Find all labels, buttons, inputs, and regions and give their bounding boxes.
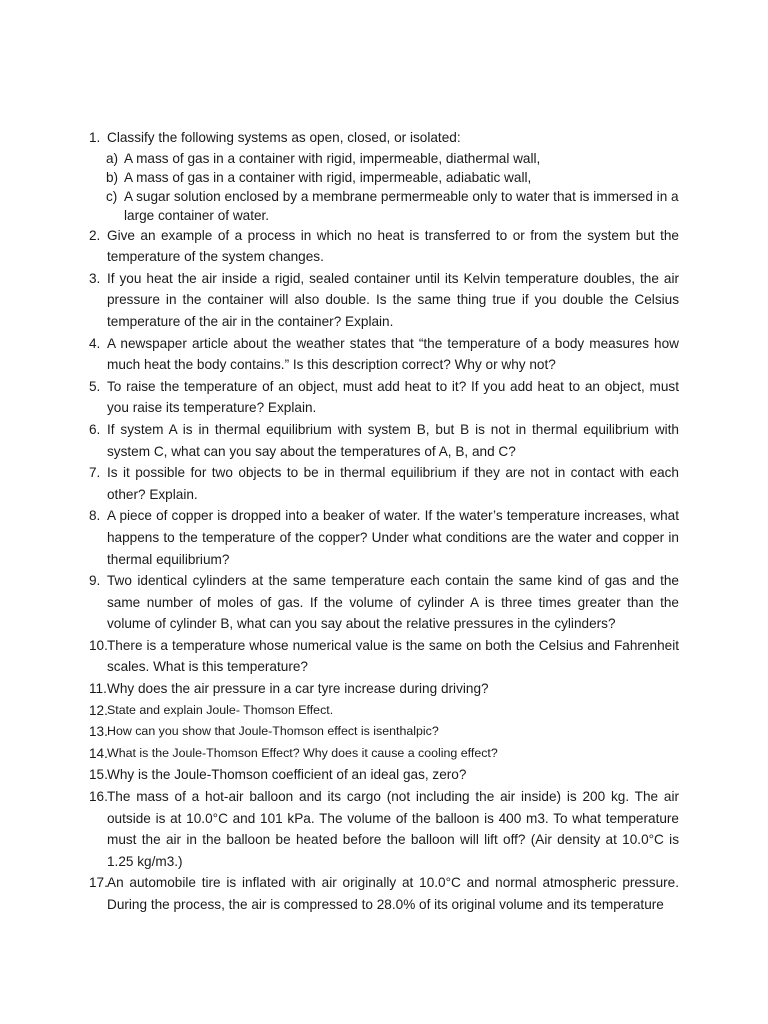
question-15	[0, 764, 768, 786]
question-text: The mass of a hot-air balloon and its cargo (not including the air inside) is 200 kg. The air outside is at 10.0°C and 101 kPa. The volume of the balloon is 400 m3. To what temperature must the air in the balloon be heated before the balloon will lift off? (Air density at 10.0°C is 1.25 kg/m3.)	[107, 789, 679, 869]
question-10	[0, 635, 768, 678]
question-17	[0, 872, 768, 915]
question-number: 11.	[89, 681, 107, 697]
question-list	[0, 127, 768, 916]
question-number: 6.	[89, 421, 101, 437]
question-text: There is a temperature whose numerical value is the same on both the Celsius and Fahrenheit scales. What is this temperature?	[107, 637, 679, 675]
question-number: 9.	[89, 573, 101, 589]
question-number: 17.	[89, 875, 108, 891]
question-number: 15.	[89, 767, 108, 783]
question-4	[0, 333, 768, 376]
question-number: 16.	[89, 789, 108, 805]
question-1-option-b	[0, 168, 768, 187]
question-14	[0, 743, 768, 765]
question-text: How can you show that Joule-Thomson effect is isenthalpic?	[107, 724, 439, 739]
question-number: 10.	[89, 637, 108, 653]
question-text: Is it possible for two objects to be in thermal equilibrium if they are not in contact with each other? Explain.	[107, 465, 679, 502]
question-text: To raise the temperature of an object, must add heat to it? If you add heat to an object, must you raise its temperature? Explain.	[107, 378, 679, 416]
option-text: A mass of gas in a container with rigid, impermeable, adiabatic wall,	[124, 169, 532, 185]
question-text: If you heat the air inside a rigid, sealed container until its Kelvin temperature doubles, the air pressure in the container will also double. Is the same thing true if you double the Celsius temperature of the air in the container? Explain.	[107, 270, 679, 329]
option-label: c)	[106, 188, 118, 204]
question-2	[0, 225, 768, 268]
question-1	[0, 127, 768, 149]
question-7	[0, 462, 768, 505]
question-text: What is the Joule-Thomson Effect? Why does it cause a cooling effect?	[107, 745, 498, 760]
question-number: 8.	[89, 508, 101, 524]
question-text: If system A is in thermal equilibrium with system B, but B is not in thermal equilibrium with system C, what can you say about the temperatures of A, B, and C?	[107, 421, 679, 459]
question-3	[0, 268, 768, 333]
question-text: Two identical cylinders at the same temperature each contain the same kind of gas and the same number of moles of gas. If the volume of cylinder A is three times greater than the volume of cylinder B, what can you say about the relative pressures in the cylinders?	[107, 573, 679, 632]
option-text: A mass of gas in a container with rigid, impermeable, diathermal wall,	[124, 150, 541, 166]
question-text: Why is the Joule-Thomson coefficient of an ideal gas, zero?	[107, 767, 467, 783]
question-text: State and explain Joule- Thomson Effect.	[107, 702, 334, 717]
question-text: An automobile tire is inflated with air originally at 10.0°C and normal atmospheric pressure. During the process, the air is compressed to 28.0% of its original volume and its temperature	[107, 875, 679, 912]
question-13	[0, 721, 768, 743]
question-11	[0, 678, 768, 700]
question-number: 12.	[89, 702, 108, 718]
question-text: A newspaper article about the weather states that “the temperature of a body measures how much heat the body contains.” Is this description correct? Why or why not?	[107, 335, 679, 373]
question-number: 5.	[89, 378, 101, 394]
question-number: 1.	[89, 130, 101, 145]
question-number: 3.	[89, 270, 101, 286]
question-1-option-a	[0, 149, 768, 168]
question-16	[0, 786, 768, 872]
question-number: 4.	[89, 335, 101, 351]
question-8	[0, 505, 768, 570]
question-1-option-c	[0, 187, 768, 225]
question-number: 2.	[89, 227, 101, 243]
question-text: Give an example of a process in which no heat is transferred to or from the system but the temperature of the system changes.	[107, 227, 679, 265]
question-9	[0, 570, 768, 635]
question-number: 14.	[89, 745, 108, 761]
question-number: 13.	[89, 724, 108, 740]
question-12	[0, 700, 768, 722]
question-text: Classify the following systems as open, closed, or isolated:	[107, 130, 461, 145]
option-label: b)	[106, 169, 119, 185]
question-number: 7.	[89, 465, 101, 481]
question-text: Why does the air pressure in a car tyre increase during driving?	[107, 681, 489, 697]
option-label: a)	[106, 150, 119, 166]
option-text: A sugar solution enclosed by a membrane permermeable only to water that is immersed in a large container of water.	[124, 188, 679, 223]
question-5	[0, 376, 768, 419]
question-6	[0, 419, 768, 462]
question-text: A piece of copper is dropped into a beaker of water. If the water’s temperature increases, what happens to the temperature of the copper? Under what conditions are the water and copper in thermal equilibrium?	[107, 508, 679, 567]
